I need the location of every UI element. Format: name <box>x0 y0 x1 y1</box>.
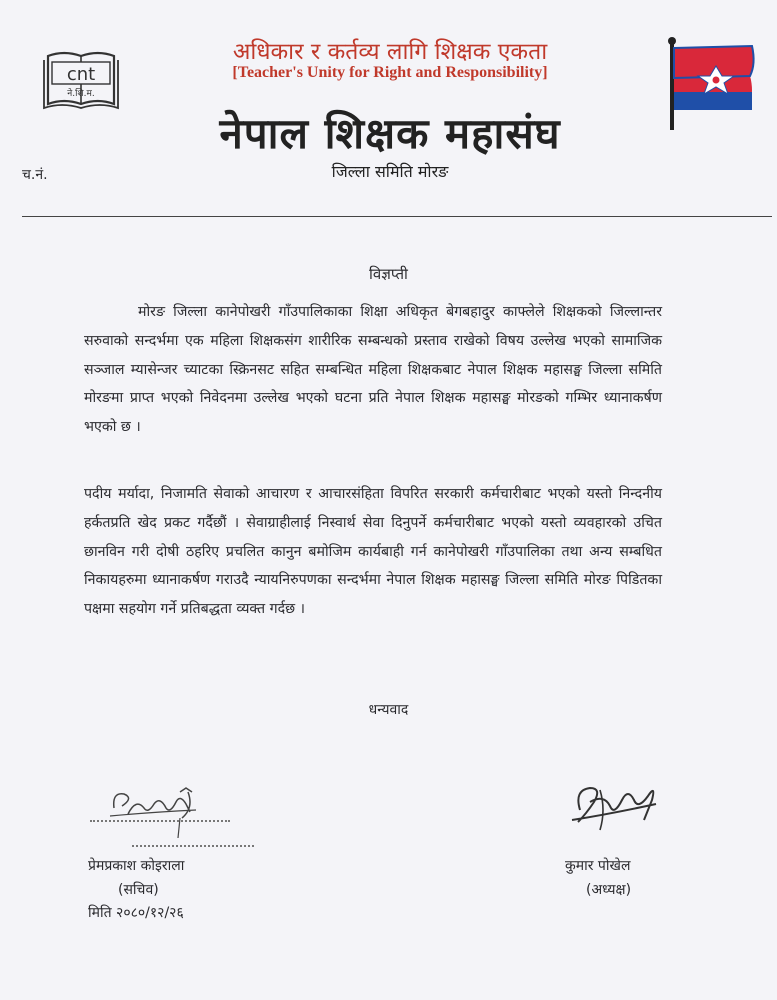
chairperson-role: (अध्यक्ष) <box>586 882 632 898</box>
chairperson-signature-icon <box>560 770 670 840</box>
logo-text: cnt <box>66 64 96 85</box>
org-main-title: नेपाल शिक्षक महासंघ <box>219 109 561 158</box>
cnt-book-logo-icon <box>42 50 120 112</box>
org-subunit: जिल्ला समिति मोरङ <box>331 162 449 181</box>
signature-line-left-2 <box>132 845 254 847</box>
secretary-role: (सचिव) <box>118 882 159 898</box>
nepali-congress-flag-icon <box>664 36 764 132</box>
logo-subtext: ने.शि.म. <box>67 89 95 99</box>
notice-paragraph-2: पदीय मर्यादा, निजामति सेवाको आचारण र आचारसंहिता विपरित सरकारी कर्मचारीबाट भएको यस्तो निन्दनीय हर्कतप्रति खेद प्रकट गर्दैछौं । सेवाग्राहीलाई निस्वार्थ सेवा दिनुपर्ने कर्मचारीबाट भएको यस्तो व्यवहारको उचित छानविन गरी दोषी ठहरिए प्रचलित कानुन बमोजिम कार्यबाही गर्न कानेपोखरी गाँउपालिका तथा अन्य सम्बधित निकायहरुमा ध्यानाकर्षण गराउदै न्यायनिरुपणका सन्दर्भमा नेपाल शिक्षक महासङ्घ जिल्ला समिति मोरङ पिडितका पक्षमा सहयोग गर्ने प्रतिबद्धता व्यक्त गर्दछ । <box>84 486 662 618</box>
issue-date: मिति २०८०/१२/२६ <box>88 905 184 921</box>
chairperson-name: कुमार पोखेल <box>565 858 631 874</box>
org-tagline-english: [Teacher's Unity for Right and Responsibility] <box>232 64 548 81</box>
thanks-text: धन्यवाद <box>368 702 409 718</box>
secretary-signature-icon <box>84 778 284 838</box>
reference-number-label: च.नं. <box>22 167 48 183</box>
notice-paragraph-1: मोरङ जिल्ला कानेपोखरी गाँउपालिकाका शिक्षा अधिकृत बेगबहादुर काफ्लेले शिक्षकको जिल्लान्तर सरुवाको सन्दर्भमा एक महिला शिक्षकसंग शारीरिक सम्बन्धको प्रस्ताव राखेको विषय उल्लेख भएको सामाजिक सञ्जाल म्यासेन्जर च्याटका स्क्रिनसट सहित सम्बन्धित महिला शिक्षकबाट नेपाल शिक्षक महासङ्घ जिल्ला समिति मोरङमा प्राप्त भएको निवेदनमा उल्लेख भएको घटना प्रति नेपाल शिक्षक महासङ्घ मोरङको गम्भिर ध्यानाकर्षण भएको छ । <box>84 304 662 436</box>
org-name-nepali: अधिकार र कर्तव्य लागि शिक्षक एकता <box>232 39 548 65</box>
secretary-name: प्रेमप्रकाश कोइराला <box>88 858 185 874</box>
signature-line-left <box>90 820 230 822</box>
header-divider <box>22 216 772 217</box>
notice-title: विज्ञप्ती <box>369 265 408 283</box>
